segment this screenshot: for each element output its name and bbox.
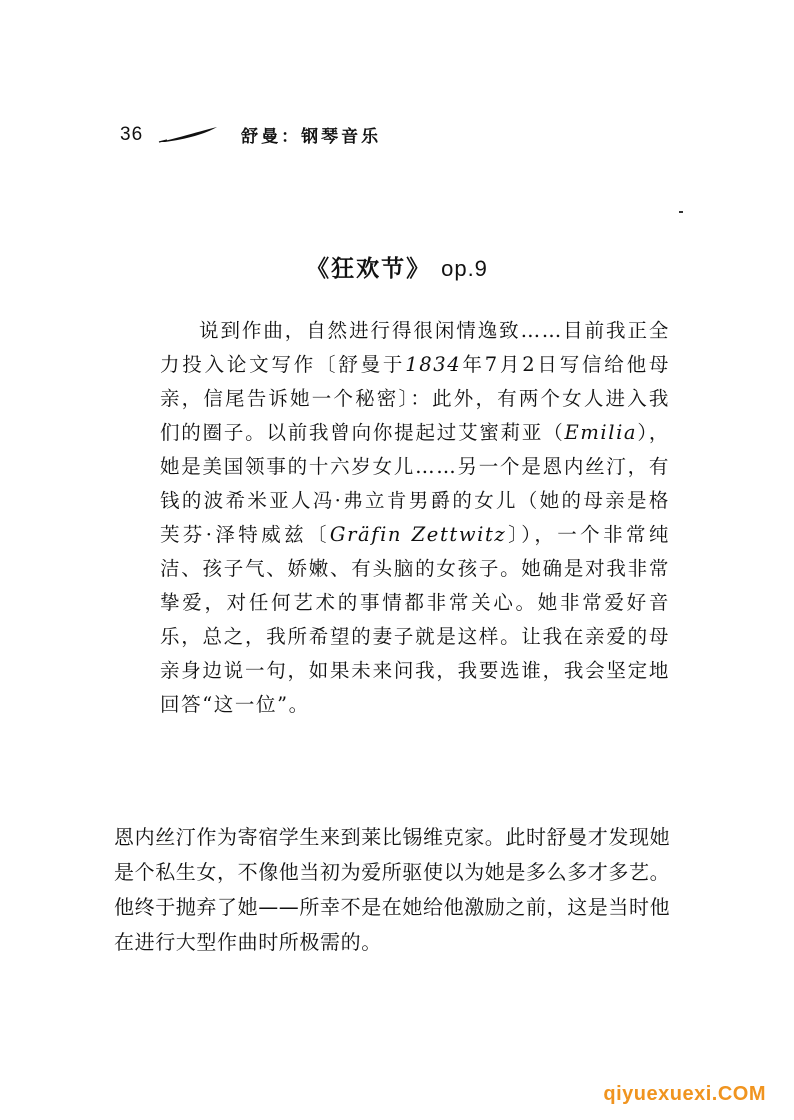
page-number: 36: [120, 123, 144, 145]
quote-name-emilia: Emilia: [564, 421, 638, 444]
section-title-text: 《狂欢节》: [306, 255, 432, 282]
quote-text-3: ），她是美国领事的十六岁女儿……另一个是恩内丝汀，有钱的波希米亚人冯·弗立肯男爵的女儿（她的母亲是格芙芬·泽特威兹〔: [160, 421, 671, 546]
block-quote: [160, 314, 670, 722]
quote-year: 1834: [405, 353, 462, 376]
quote-paragraph: [160, 314, 670, 722]
watermark: qiyuexuexi.COM: [603, 1083, 766, 1105]
quote-text-2: 年7月2日写信给他母亲，信尾告诉她一个秘密〕：此外，有两个女人进入我们的圈子。以前我曾向你提起过艾蜜莉亚（: [160, 353, 670, 444]
page-header: [120, 122, 381, 147]
quote-name-zettwitz: Gräfin Zettwitz: [329, 523, 507, 546]
body-paragraph: 恩内丝汀作为寄宿学生来到莱比锡维克家。此时舒曼才发现她是个私生女，不像他当初为爱所驱使以为她是多么多才多艺。他终于抛弃了她——所幸不是在她给他激励之前，这是当时他在进行大型作曲时所极需的。: [114, 825, 671, 954]
quote-text-1: 说到作曲，自然进行得很闲情逸致……目前我正全力投入论文写作〔舒曼于: [160, 319, 670, 376]
body-text: [114, 820, 684, 960]
margin-mark: [679, 211, 683, 213]
opus-number: op.9: [441, 256, 488, 281]
section-title: [0, 250, 794, 283]
quill-pen-icon: [157, 125, 219, 145]
running-title: 舒曼：钢琴音乐: [241, 127, 382, 147]
quote-text-4: 〕），一个非常纯洁、孩子气、娇嫩、有头脑的女孩子。她确是对我非常挚爱，对任何艺术的事情都非常关心。她非常爱好音乐，总之，我所希望的妻子就是这样。让我在亲爱的母亲身边说一句，如果未来问我，我要选谁，我会坚定地回答“这一位”。: [160, 523, 670, 716]
